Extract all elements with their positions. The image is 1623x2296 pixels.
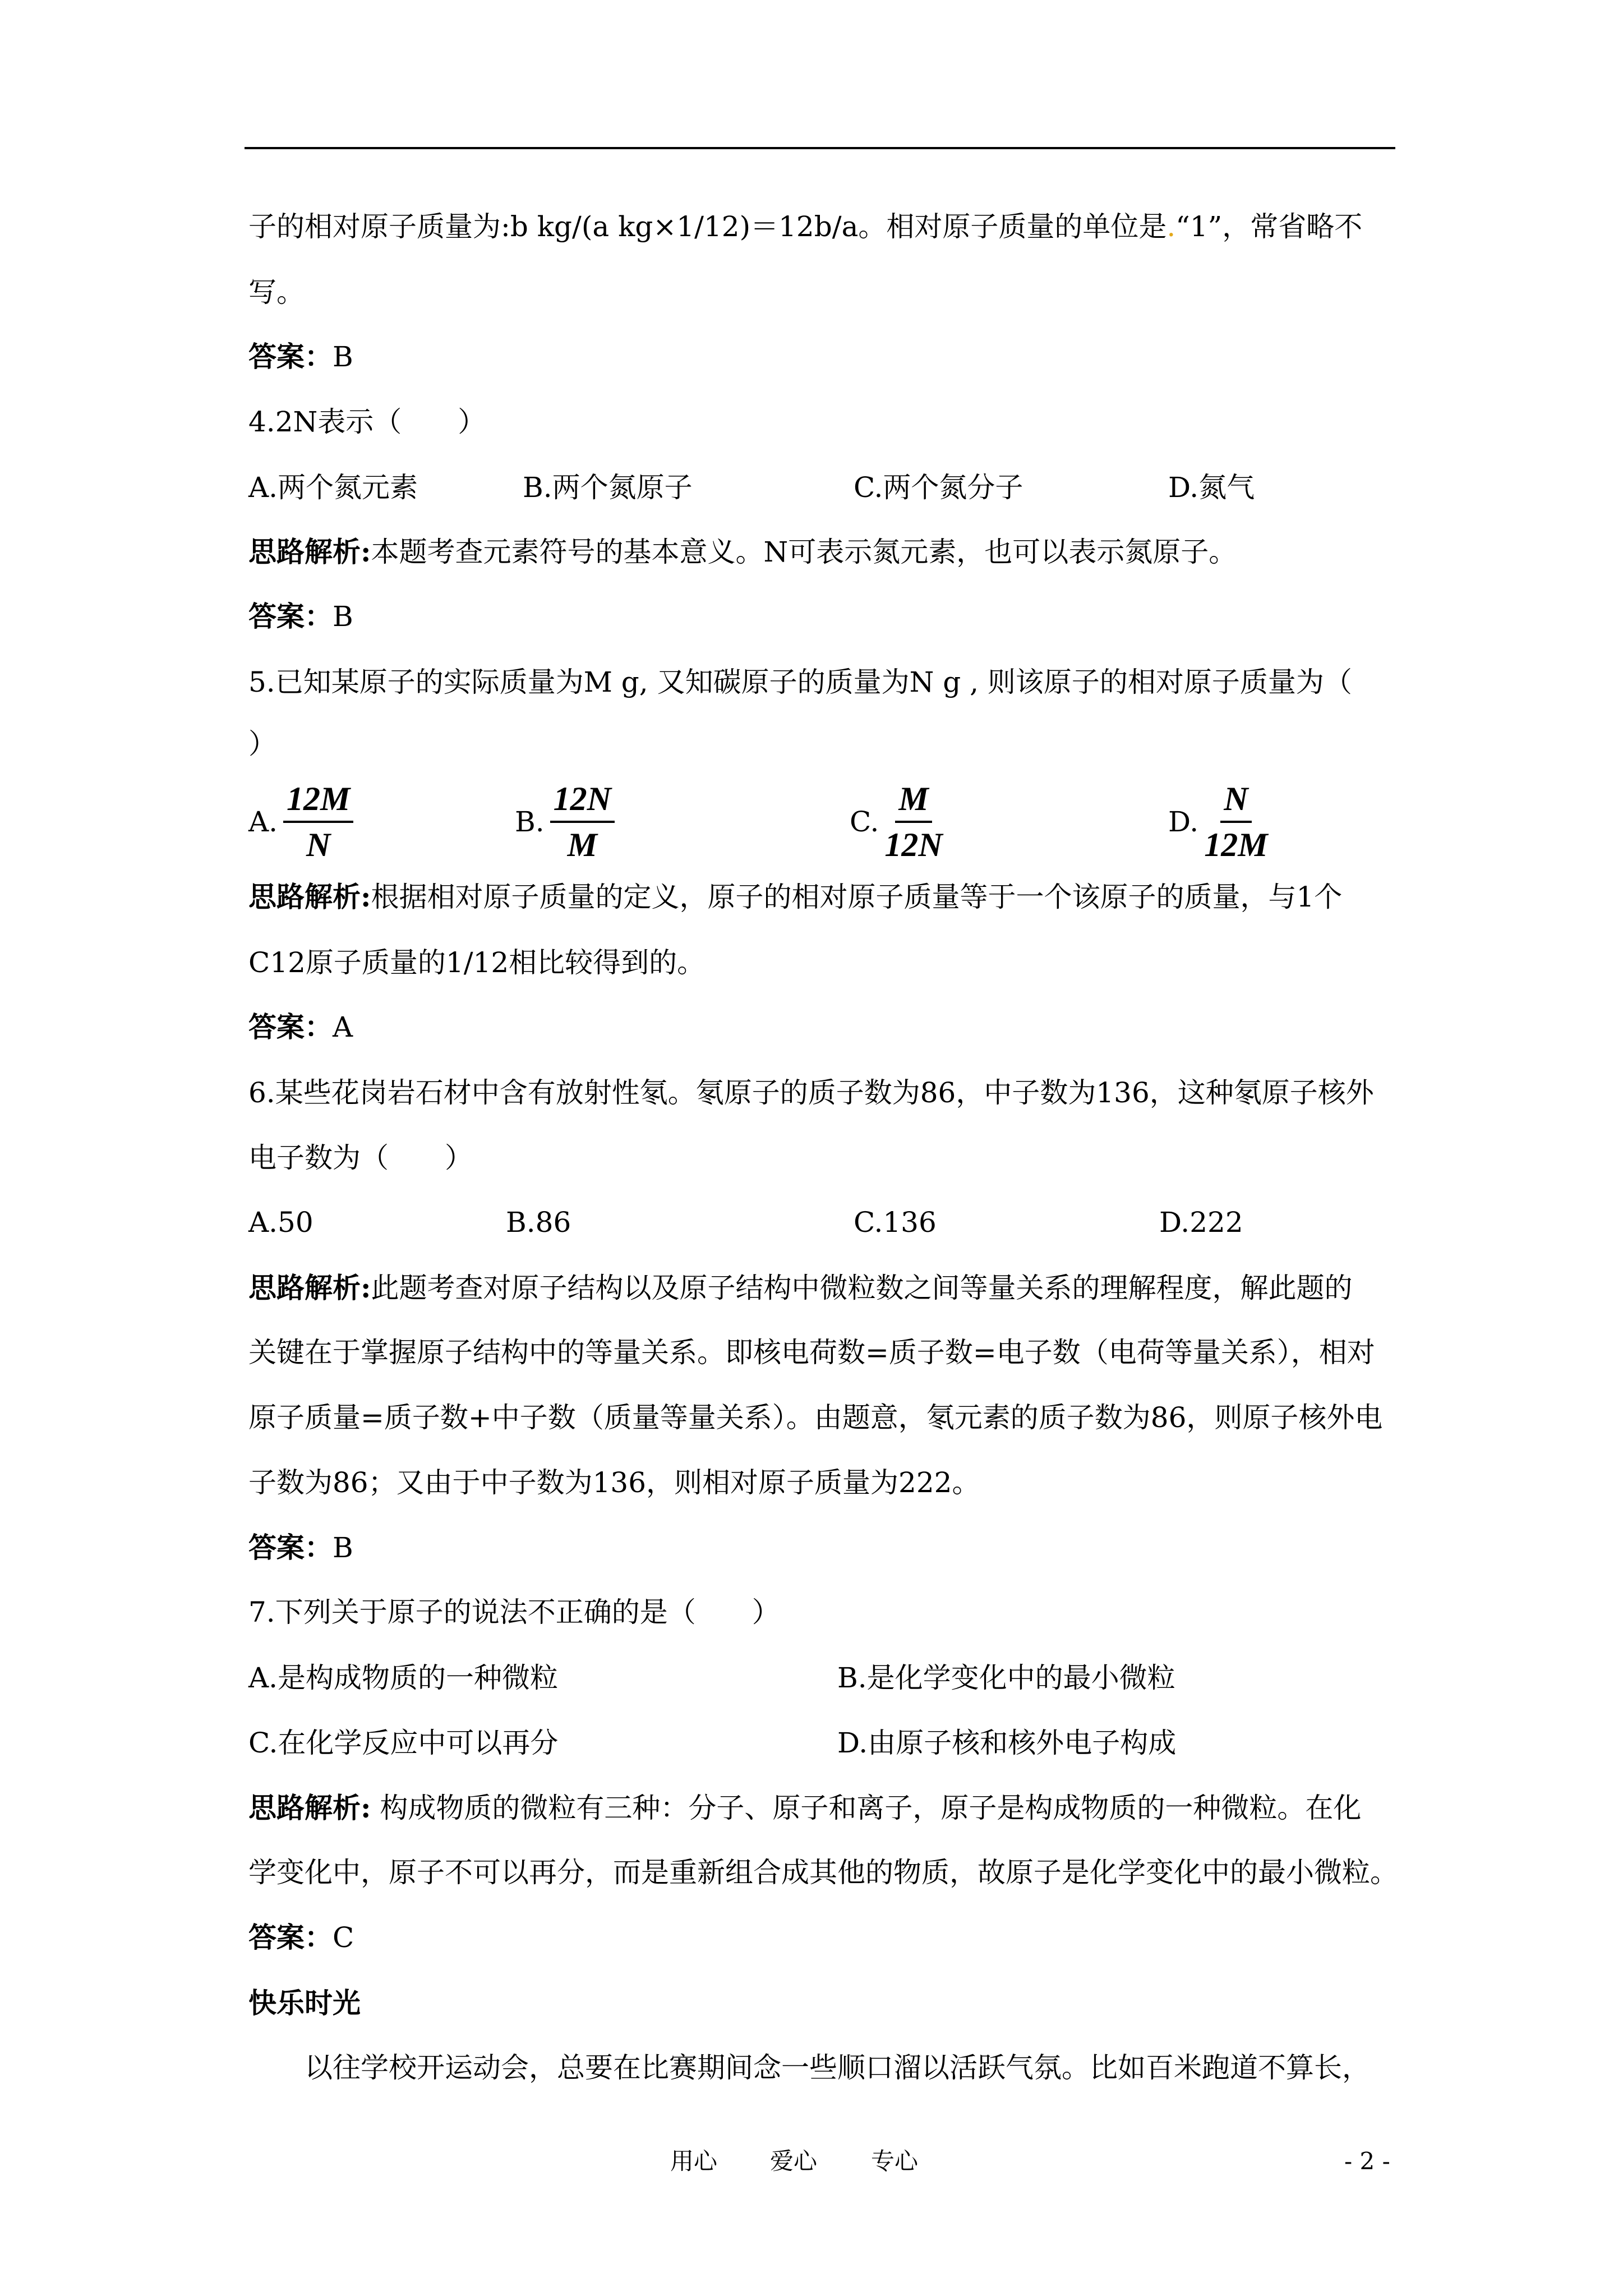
- question-7: 7.下列关于原子的说法不正确的是（ ）: [248, 1596, 780, 1628]
- option-4b: B.两个氮原子: [523, 471, 693, 504]
- footer-motto: 爱心: [770, 2147, 818, 2175]
- question-6-cont: 电子数为（ ）: [248, 1142, 473, 1174]
- option-7c: C.在化学反应中可以再分: [248, 1727, 559, 1759]
- option-4d: D.氮气: [1168, 471, 1255, 504]
- fraction: $\frac{12N}{M}$: [550, 779, 615, 864]
- fraction: $\frac{12M}{N}$: [283, 779, 353, 864]
- option-4c: C.两个氮分子: [854, 471, 1023, 504]
- header-rule: [245, 147, 1395, 149]
- option-4a: A.两个氮元素: [248, 471, 418, 504]
- section-heading: 快乐时光: [248, 1986, 361, 2019]
- answer-7: 答案：C: [248, 1921, 354, 1954]
- analysis-6-cont: 关键在于掌握原子结构中的等量关系。即核电荷数=质子数=电子数（电荷等量关系），相对: [248, 1336, 1375, 1369]
- option-5d: D. $\frac{N}{12M}$: [1168, 780, 1268, 863]
- analysis-5: 思路解析:根据相对原子质量的定义，原子的相对原子质量等于一个该原子的质量，与1个: [248, 880, 1343, 913]
- option-5a: A. $\frac{12M}{N}$: [248, 780, 353, 864]
- option-6d: D.222: [1159, 1206, 1243, 1239]
- analysis-5-cont: C12原子质量的1/12相比较得到的。: [248, 946, 706, 979]
- question-6: 6.某些花岗岩石材中含有放射性氡。氡原子的质子数为86，中子数为136，这种氡原子核外: [248, 1076, 1374, 1109]
- text-line: 子的相对原子质量为:b kg/(a kg×1/12)＝12b/a。相对原子质量的单位是.“1”，常省略不: [248, 210, 1363, 243]
- question-4: 4.2N表示（ ）: [248, 406, 486, 438]
- analysis-7-cont: 学变化中，原子不可以再分，而是重新组合成其他的物质，故原子是化学变化中的最小微粒。: [248, 1856, 1398, 1889]
- fraction: $\frac{M}{12N}$: [884, 780, 943, 863]
- answer-5: 答案：A: [248, 1010, 353, 1043]
- analysis-6: 思路解析:此题考查对原子结构以及原子结构中微粒数之间等量关系的理解程度，解此题的: [248, 1271, 1353, 1304]
- option-5c: C. $\frac{M}{12N}$: [850, 780, 943, 863]
- option-6c: C.136: [854, 1206, 937, 1239]
- answer-4: 答案：B: [248, 600, 353, 633]
- text-line: 写。: [248, 276, 305, 309]
- question-5: 5.已知某原子的实际质量为M g, 又知碳原子的质量为N g , 则该原子的相对原子质量为（: [248, 666, 1352, 698]
- footer-motto: 用心: [670, 2147, 718, 2175]
- fraction: $\frac{N}{12M}$: [1204, 780, 1268, 863]
- option-7a: A.是构成物质的一种微粒: [248, 1662, 559, 1694]
- analysis-4: 思路解析:本题考查元素符号的基本意义。N可表示氮元素，也可以表示氮原子。: [248, 535, 1237, 568]
- option-7b: B.是化学变化中的最小微粒: [837, 1662, 1175, 1694]
- analysis-6-cont: 原子质量=质子数+中子数（质量等量关系）。由题意，氡元素的质子数为86，则原子核外电: [248, 1401, 1383, 1434]
- option-7d: D.由原子核和核外电子构成: [837, 1727, 1177, 1759]
- analysis-7: 思路解析: 构成物质的微粒有三种：分子、原子和离子，原子是构成物质的一种微粒。在化: [248, 1791, 1362, 1824]
- option-6b: B.86: [506, 1206, 571, 1239]
- option-6a: A.50: [248, 1206, 313, 1239]
- question-5-cont: ）: [248, 728, 276, 760]
- answer-3: 答案：B: [248, 340, 353, 373]
- paragraph: 以往学校开运动会，总要在比赛期间念一些顺口溜以活跃气氛。比如百米跑道不算长，: [305, 2051, 1370, 2084]
- analysis-6-cont: 子数为86；又由于中子数为136，则相对原子质量为222。: [248, 1466, 980, 1499]
- footer-motto: 专心: [871, 2147, 919, 2175]
- page-number: - 2 -: [1344, 2147, 1390, 2175]
- option-5b: B. $\frac{12N}{M}$: [515, 780, 615, 864]
- answer-6: 答案：B: [248, 1531, 353, 1564]
